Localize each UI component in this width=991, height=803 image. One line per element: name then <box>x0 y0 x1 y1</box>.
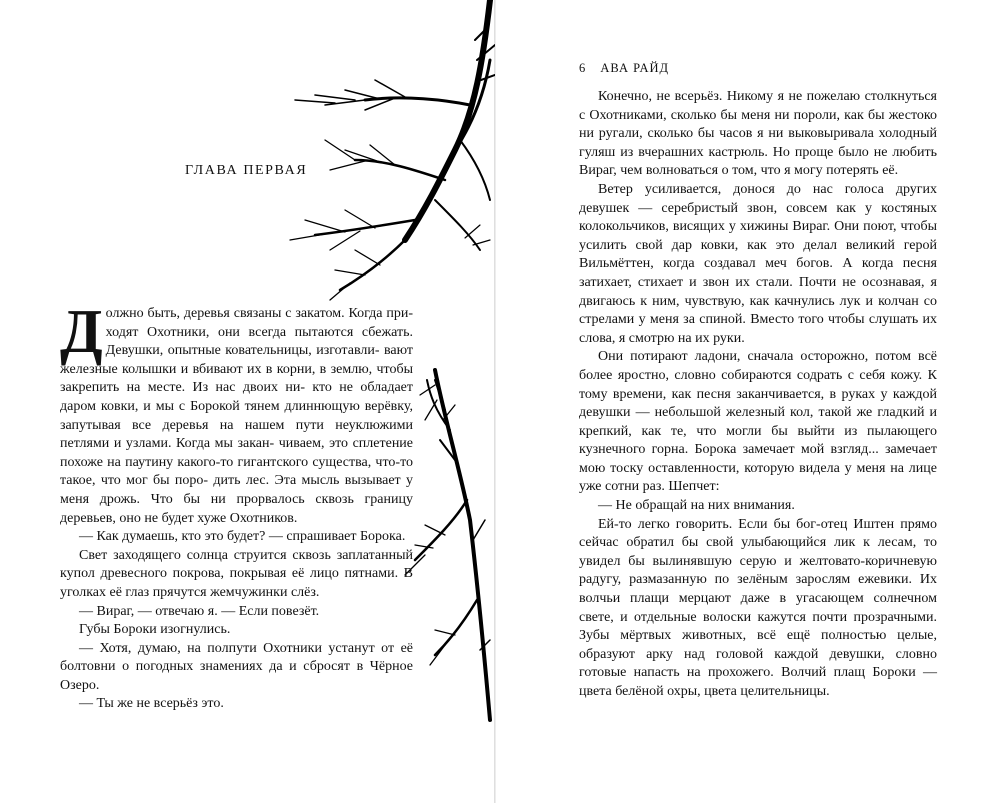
paragraph: — Не обращай на них внимания. <box>598 498 795 514</box>
text-line: прорвалось сквозь границу деревьев, оно не будет хуже <box>60 491 413 526</box>
paragraph: Ветер усиливается, донося до нас голоса других девушек — серебристый звон, совсем как у костяных колокольчиков, висящих у хижины Вираг. Они поют, чтобы усилить свой дар ковки, как это делал великий герой Вильмёттен, когда создавал меч богов. А когда песня затихает, стихает и звон их стали. Почти не осознавая, я двигаюсь к ним, чувствую, как качнулись лук и колчан со стрелами у меня за спиной. Вместо того чтобы слушать их слова, я смотрю на их руки. <box>579 181 937 346</box>
paragraph: Свет заходящего солнца струится сквозь заплатанный купол древесного покрова, покрывая её лицо пятнами. В уголках её глаз прячутся жемчужинки слёз. <box>60 547 413 600</box>
text-line: вают железные колышки и вбивают их в корни, <box>60 343 414 377</box>
page-number: 6 <box>579 61 587 75</box>
text-line: длиннющую верёвку, запутывая все деревья на нашем <box>60 398 413 433</box>
paragraph: Губы Бороки изогнулись. <box>79 622 231 638</box>
text-line: Девушки, опытные ковательницы, изготавли- <box>105 343 380 359</box>
right-page-text <box>579 88 937 702</box>
paragraph <box>60 298 414 528</box>
text-line: пути неуклюжими петлями и узлами. Когда мы закан- <box>60 417 414 452</box>
drop-cap: Д <box>60 298 103 366</box>
left-page-text <box>60 298 414 714</box>
paragraph: — Ты же не всерьёз это. <box>79 696 224 712</box>
author-name: АВА РАЙД <box>600 61 670 75</box>
text-line: чиваем, это сплетение похоже на паутину какого-то <box>60 436 414 470</box>
text-line: кто не обладает даром ковки, и мы с Борокой тянем <box>60 380 413 414</box>
text-line: олжно быть, деревья связаны с закатом. Когда при- <box>105 306 413 321</box>
text-line: в землю, чтобы закрепить на месте. Из нас двоих ни- <box>60 361 413 396</box>
text-line: Охотников. <box>229 510 298 526</box>
paragraph: — Как думаешь, кто это будет? — спрашивает Борока. <box>79 529 406 545</box>
running-head <box>579 61 669 76</box>
paragraph: Ей-то легко говорить. Если бы бог-отец Иштен прямо сейчас обратил бы свой улыбающийся лик к лесам, то увидел бы вылинявшую серую и желтовато-коричневую радугу, размазанную по зелёным зарослям ежевики. Их волчьи плащи мерцают даже в угасающем солнечном свете, и отдельные волоски кажутся почти прозрачными. Зубы мёртвых животных, всё ещё полностью целые, образуют арку над головой каждой девушки, словно готовые напасть на прохожего. Волчий плащ Бороки — цвета белёной охры, цвета целительницы. <box>579 516 937 699</box>
text-line: ходят Охотники, они всегда пытаются сбежать. <box>105 324 413 340</box>
paragraph: Конечно, не всерьёз. Никому я не пожелаю столкнуться с Охотниками, сколько бы меня ни пороли, как бы жестоко ни ругали, сколько бы часов я ни выковыривала холодный гуляш из вчерашних кастрюль. Но проще было не любить Вираг, чем волноваться о том, что я могу потерять её. <box>579 89 937 179</box>
text-line: дить лес. Эта мысль вызывает у меня дрожь. Что бы ни <box>60 473 413 507</box>
paragraph: — Вираг, — отвечаю я. — Если повезёт. <box>79 603 320 619</box>
paragraph: — Хотя, думаю, на полпути Охотники устанут от её болтовни о погодных знамениях да и сбросят в Чёрное Озеро. <box>60 640 413 693</box>
paragraph: Они потирают ладони, сначала осторожно, потом всё более яростно, словно собираются содрать с себя кожу. К тому времени, как песня заканчивается, в руках у каждой девушки — небольшой железный кол, такой же гладкий и крепкий, как те, что могли бы выйти из пылающего кузнечного горна. Борока замечает мой взгляд... замечает мою тоску оставленности, которую видела у меня на лице уже сотни раз. Шепчет: <box>579 349 937 495</box>
chapter-title: ГЛАВА ПЕРВАЯ <box>185 163 308 178</box>
text-line: гигантского существа, что-то такое, что мог бы поро- <box>60 454 414 489</box>
